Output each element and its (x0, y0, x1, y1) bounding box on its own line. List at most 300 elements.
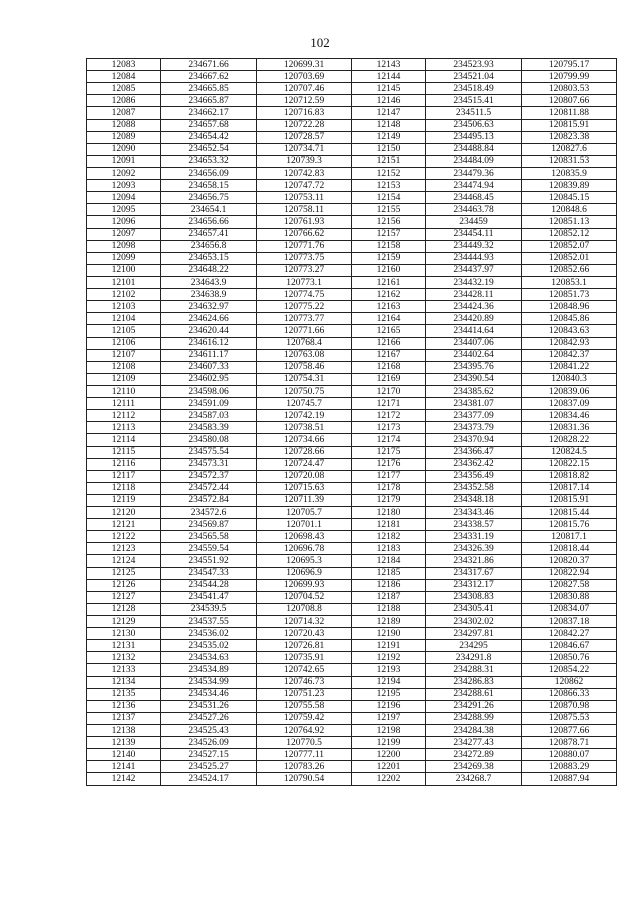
y-coordinate-left-cell: 120742.83 (257, 167, 352, 179)
point-number-left-cell: 12102 (87, 289, 161, 301)
x-coordinate-left-cell: 234662.17 (161, 107, 257, 119)
y-coordinate-right-cell: 120852.01 (522, 252, 617, 264)
point-number-right-cell: 12167 (352, 349, 426, 361)
point-number-right-cell: 12199 (352, 737, 426, 749)
point-number-right-cell: 12163 (352, 301, 426, 313)
x-coordinate-left-cell: 234656.09 (161, 167, 257, 179)
point-number-right-cell: 12192 (352, 652, 426, 664)
point-number-left-cell: 12088 (87, 119, 161, 131)
point-number-left-cell: 12090 (87, 143, 161, 155)
x-coordinate-right-cell: 234518.49 (426, 83, 522, 95)
table-row (87, 337, 617, 349)
point-number-left-cell: 12119 (87, 494, 161, 506)
y-coordinate-left-cell: 120775.22 (257, 301, 352, 313)
y-coordinate-left-cell: 120770.5 (257, 737, 352, 749)
x-coordinate-left-cell: 234671.66 (161, 59, 257, 71)
y-coordinate-left-cell: 120701.1 (257, 519, 352, 531)
y-coordinate-left-cell: 120708.8 (257, 603, 352, 615)
y-coordinate-right-cell: 120841.22 (522, 361, 617, 373)
table-row (87, 555, 617, 567)
x-coordinate-left-cell: 234667.62 (161, 71, 257, 83)
y-coordinate-left-cell: 120746.73 (257, 676, 352, 688)
y-coordinate-right-cell: 120846.67 (522, 640, 617, 652)
x-coordinate-right-cell: 234506.63 (426, 119, 522, 131)
y-coordinate-left-cell: 120759.42 (257, 712, 352, 724)
point-number-left-cell: 12134 (87, 676, 161, 688)
table-row (87, 737, 617, 749)
x-coordinate-right-cell: 234454.11 (426, 228, 522, 240)
point-number-left-cell: 12092 (87, 167, 161, 179)
x-coordinate-left-cell: 234534.46 (161, 688, 257, 700)
table-row (87, 531, 617, 543)
y-coordinate-left-cell: 120758.46 (257, 361, 352, 373)
x-coordinate-left-cell: 234524.17 (161, 773, 257, 785)
point-number-right-cell: 12183 (352, 543, 426, 555)
point-number-right-cell: 12153 (352, 180, 426, 192)
y-coordinate-left-cell: 120734.66 (257, 434, 352, 446)
table-row (87, 579, 617, 591)
x-coordinate-right-cell: 234444.93 (426, 252, 522, 264)
y-coordinate-left-cell: 120766.62 (257, 228, 352, 240)
x-coordinate-left-cell: 234607.33 (161, 361, 257, 373)
y-coordinate-right-cell: 120811.88 (522, 107, 617, 119)
x-coordinate-left-cell: 234541.47 (161, 591, 257, 603)
x-coordinate-left-cell: 234526.09 (161, 737, 257, 749)
x-coordinate-right-cell: 234317.67 (426, 567, 522, 579)
table-row (87, 398, 617, 410)
x-coordinate-right-cell: 234284.38 (426, 725, 522, 737)
point-number-left-cell: 12117 (87, 470, 161, 482)
y-coordinate-left-cell: 120705.7 (257, 507, 352, 519)
x-coordinate-left-cell: 234527.15 (161, 749, 257, 761)
y-coordinate-right-cell: 120795.17 (522, 59, 617, 71)
y-coordinate-left-cell: 120753.11 (257, 192, 352, 204)
x-coordinate-left-cell: 234654.42 (161, 131, 257, 143)
x-coordinate-left-cell: 234534.99 (161, 676, 257, 688)
y-coordinate-left-cell: 120774.75 (257, 289, 352, 301)
y-coordinate-left-cell: 120739.3 (257, 155, 352, 167)
point-number-left-cell: 12103 (87, 301, 161, 313)
point-number-left-cell: 12101 (87, 276, 161, 288)
y-coordinate-left-cell: 120764.92 (257, 725, 352, 737)
x-coordinate-left-cell: 234534.63 (161, 652, 257, 664)
table-row (87, 59, 617, 71)
x-coordinate-right-cell: 234302.02 (426, 616, 522, 628)
point-number-right-cell: 12187 (352, 591, 426, 603)
x-coordinate-right-cell: 234277.43 (426, 737, 522, 749)
y-coordinate-right-cell: 120851.13 (522, 216, 617, 228)
x-coordinate-left-cell: 234602.95 (161, 373, 257, 385)
y-coordinate-right-cell: 120834.07 (522, 603, 617, 615)
point-number-left-cell: 12083 (87, 59, 161, 71)
y-coordinate-left-cell: 120735.91 (257, 652, 352, 664)
y-coordinate-right-cell: 120845.86 (522, 313, 617, 325)
point-number-left-cell: 12104 (87, 313, 161, 325)
y-coordinate-left-cell: 120696.78 (257, 543, 352, 555)
x-coordinate-left-cell: 234653.32 (161, 155, 257, 167)
x-coordinate-right-cell: 234420.89 (426, 313, 522, 325)
y-coordinate-left-cell: 120734.71 (257, 143, 352, 155)
point-number-left-cell: 12136 (87, 700, 161, 712)
y-coordinate-left-cell: 120695.3 (257, 555, 352, 567)
x-coordinate-left-cell: 234648.22 (161, 264, 257, 276)
y-coordinate-right-cell: 120877.66 (522, 725, 617, 737)
table-row (87, 349, 617, 361)
point-number-left-cell: 12111 (87, 398, 161, 410)
y-coordinate-left-cell: 120724.47 (257, 458, 352, 470)
x-coordinate-right-cell: 234269.38 (426, 761, 522, 773)
point-number-right-cell: 12166 (352, 337, 426, 349)
y-coordinate-left-cell: 120698.43 (257, 531, 352, 543)
y-coordinate-right-cell: 120878.71 (522, 737, 617, 749)
table-row (87, 700, 617, 712)
x-coordinate-right-cell: 234381.07 (426, 398, 522, 410)
x-coordinate-right-cell: 234479.36 (426, 167, 522, 179)
point-number-left-cell: 12141 (87, 761, 161, 773)
point-number-left-cell: 12124 (87, 555, 161, 567)
y-coordinate-right-cell: 120848.96 (522, 301, 617, 313)
x-coordinate-left-cell: 234572.6 (161, 507, 257, 519)
point-number-right-cell: 12193 (352, 664, 426, 676)
point-number-right-cell: 12174 (352, 434, 426, 446)
x-coordinate-right-cell: 234402.64 (426, 349, 522, 361)
y-coordinate-right-cell: 120815.76 (522, 519, 617, 531)
point-number-left-cell: 12130 (87, 628, 161, 640)
point-number-left-cell: 12138 (87, 725, 161, 737)
point-number-left-cell: 12086 (87, 95, 161, 107)
x-coordinate-left-cell: 234652.54 (161, 143, 257, 155)
x-coordinate-right-cell: 234338.57 (426, 519, 522, 531)
x-coordinate-left-cell: 234572.84 (161, 494, 257, 506)
x-coordinate-right-cell: 234352.58 (426, 482, 522, 494)
y-coordinate-left-cell: 120745.7 (257, 398, 352, 410)
y-coordinate-left-cell: 120696.9 (257, 567, 352, 579)
point-number-right-cell: 12177 (352, 470, 426, 482)
point-number-left-cell: 12095 (87, 204, 161, 216)
table-row (87, 422, 617, 434)
x-coordinate-right-cell: 234343.46 (426, 507, 522, 519)
x-coordinate-right-cell: 234523.93 (426, 59, 522, 71)
x-coordinate-left-cell: 234565.58 (161, 531, 257, 543)
x-coordinate-right-cell: 234326.39 (426, 543, 522, 555)
table-row (87, 228, 617, 240)
y-coordinate-left-cell: 120773.27 (257, 264, 352, 276)
point-number-right-cell: 12201 (352, 761, 426, 773)
x-coordinate-right-cell: 234331.19 (426, 531, 522, 543)
y-coordinate-left-cell: 120777.11 (257, 749, 352, 761)
y-coordinate-left-cell: 120754.31 (257, 373, 352, 385)
y-coordinate-right-cell: 120883.29 (522, 761, 617, 773)
table-row (87, 71, 617, 83)
coordinates-table (86, 58, 617, 786)
y-coordinate-left-cell: 120726.81 (257, 640, 352, 652)
table-row (87, 664, 617, 676)
point-number-left-cell: 12142 (87, 773, 161, 785)
point-number-right-cell: 12194 (352, 676, 426, 688)
page-number: 102 (310, 35, 330, 50)
x-coordinate-left-cell: 234551.92 (161, 555, 257, 567)
point-number-left-cell: 12110 (87, 385, 161, 397)
x-coordinate-left-cell: 234643.9 (161, 276, 257, 288)
y-coordinate-right-cell: 120820.37 (522, 555, 617, 567)
x-coordinate-left-cell: 234654.1 (161, 204, 257, 216)
x-coordinate-left-cell: 234580.08 (161, 434, 257, 446)
x-coordinate-right-cell: 234286.83 (426, 676, 522, 688)
point-number-left-cell: 12125 (87, 567, 161, 579)
point-number-left-cell: 12106 (87, 337, 161, 349)
point-number-left-cell: 12120 (87, 507, 161, 519)
table-row (87, 458, 617, 470)
table-row (87, 712, 617, 724)
point-number-right-cell: 12170 (352, 385, 426, 397)
x-coordinate-left-cell: 234657.68 (161, 119, 257, 131)
x-coordinate-right-cell: 234521.04 (426, 71, 522, 83)
table-row (87, 603, 617, 615)
table-row (87, 289, 617, 301)
point-number-right-cell: 12162 (352, 289, 426, 301)
x-coordinate-left-cell: 234575.54 (161, 446, 257, 458)
x-coordinate-left-cell: 234537.55 (161, 616, 257, 628)
table-row (87, 252, 617, 264)
point-number-left-cell: 12085 (87, 83, 161, 95)
y-coordinate-right-cell: 120839.89 (522, 180, 617, 192)
point-number-left-cell: 12135 (87, 688, 161, 700)
point-number-right-cell: 12195 (352, 688, 426, 700)
point-number-right-cell: 12196 (352, 700, 426, 712)
table-row (87, 494, 617, 506)
x-coordinate-left-cell: 234658.15 (161, 180, 257, 192)
y-coordinate-left-cell: 120761.93 (257, 216, 352, 228)
y-coordinate-right-cell: 120835.9 (522, 167, 617, 179)
x-coordinate-left-cell: 234572.44 (161, 482, 257, 494)
x-coordinate-left-cell: 234665.87 (161, 95, 257, 107)
x-coordinate-left-cell: 234620.44 (161, 325, 257, 337)
y-coordinate-left-cell: 120714.32 (257, 616, 352, 628)
y-coordinate-right-cell: 120845.15 (522, 192, 617, 204)
point-number-left-cell: 12121 (87, 519, 161, 531)
point-number-right-cell: 12158 (352, 240, 426, 252)
table-row (87, 482, 617, 494)
point-number-right-cell: 12189 (352, 616, 426, 628)
x-coordinate-right-cell: 234308.83 (426, 591, 522, 603)
point-number-right-cell: 12190 (352, 628, 426, 640)
y-coordinate-right-cell: 120852.07 (522, 240, 617, 252)
table-row (87, 155, 617, 167)
y-coordinate-left-cell: 120763.08 (257, 349, 352, 361)
y-coordinate-right-cell: 120830.88 (522, 591, 617, 603)
y-coordinate-left-cell: 120771.66 (257, 325, 352, 337)
table-row (87, 240, 617, 252)
x-coordinate-left-cell: 234598.06 (161, 385, 257, 397)
point-number-right-cell: 12172 (352, 410, 426, 422)
x-coordinate-right-cell: 234495.13 (426, 131, 522, 143)
y-coordinate-left-cell: 120704.52 (257, 591, 352, 603)
y-coordinate-right-cell: 120831.36 (522, 422, 617, 434)
y-coordinate-right-cell: 120824.5 (522, 446, 617, 458)
point-number-right-cell: 12188 (352, 603, 426, 615)
y-coordinate-left-cell: 120773.75 (257, 252, 352, 264)
x-coordinate-right-cell: 234424.36 (426, 301, 522, 313)
point-number-right-cell: 12179 (352, 494, 426, 506)
point-number-right-cell: 12197 (352, 712, 426, 724)
x-coordinate-right-cell: 234321.86 (426, 555, 522, 567)
point-number-left-cell: 12098 (87, 240, 161, 252)
point-number-right-cell: 12144 (352, 71, 426, 83)
point-number-left-cell: 12127 (87, 591, 161, 603)
table-row (87, 676, 617, 688)
point-number-left-cell: 12118 (87, 482, 161, 494)
y-coordinate-left-cell: 120750.75 (257, 385, 352, 397)
table-row (87, 470, 617, 482)
x-coordinate-left-cell: 234591.09 (161, 398, 257, 410)
point-number-right-cell: 12165 (352, 325, 426, 337)
y-coordinate-left-cell: 120728.57 (257, 131, 352, 143)
x-coordinate-left-cell: 234583.39 (161, 422, 257, 434)
y-coordinate-right-cell: 120848.6 (522, 204, 617, 216)
table-row (87, 725, 617, 737)
y-coordinate-right-cell: 120827.6 (522, 143, 617, 155)
point-number-left-cell: 12131 (87, 640, 161, 652)
point-number-left-cell: 12107 (87, 349, 161, 361)
x-coordinate-right-cell: 234297.81 (426, 628, 522, 640)
point-number-right-cell: 12181 (352, 519, 426, 531)
point-number-left-cell: 12129 (87, 616, 161, 628)
x-coordinate-right-cell: 234414.64 (426, 325, 522, 337)
y-coordinate-right-cell: 120822.94 (522, 567, 617, 579)
point-number-right-cell: 12169 (352, 373, 426, 385)
y-coordinate-left-cell: 120783.26 (257, 761, 352, 773)
y-coordinate-right-cell: 120799.99 (522, 71, 617, 83)
x-coordinate-left-cell: 234611.17 (161, 349, 257, 361)
y-coordinate-right-cell: 120828.22 (522, 434, 617, 446)
x-coordinate-right-cell: 234432.19 (426, 276, 522, 288)
x-coordinate-right-cell: 234295 (426, 640, 522, 652)
table-row (87, 95, 617, 107)
x-coordinate-left-cell: 234616.12 (161, 337, 257, 349)
table-row (87, 628, 617, 640)
y-coordinate-left-cell: 120747.72 (257, 180, 352, 192)
x-coordinate-right-cell: 234356.49 (426, 470, 522, 482)
point-number-right-cell: 12202 (352, 773, 426, 785)
point-number-left-cell: 12139 (87, 737, 161, 749)
y-coordinate-right-cell: 120851.73 (522, 289, 617, 301)
x-coordinate-right-cell: 234515.41 (426, 95, 522, 107)
x-coordinate-left-cell: 234587.03 (161, 410, 257, 422)
point-number-left-cell: 12096 (87, 216, 161, 228)
point-number-right-cell: 12200 (352, 749, 426, 761)
point-number-left-cell: 12137 (87, 712, 161, 724)
point-number-right-cell: 12145 (352, 83, 426, 95)
point-number-right-cell: 12157 (352, 228, 426, 240)
table-row (87, 167, 617, 179)
y-coordinate-right-cell: 120818.82 (522, 470, 617, 482)
x-coordinate-right-cell: 234305.41 (426, 603, 522, 615)
x-coordinate-right-cell: 234484.09 (426, 155, 522, 167)
table-row (87, 264, 617, 276)
y-coordinate-right-cell: 120817.1 (522, 531, 617, 543)
coordinates-table-body (87, 59, 617, 786)
x-coordinate-left-cell: 234547.33 (161, 567, 257, 579)
y-coordinate-right-cell: 120866.33 (522, 688, 617, 700)
point-number-right-cell: 12186 (352, 579, 426, 591)
y-coordinate-left-cell: 120711.39 (257, 494, 352, 506)
y-coordinate-right-cell: 120827.58 (522, 579, 617, 591)
y-coordinate-left-cell: 120771.76 (257, 240, 352, 252)
y-coordinate-right-cell: 120823.38 (522, 131, 617, 143)
y-coordinate-right-cell: 120843.63 (522, 325, 617, 337)
point-number-right-cell: 12164 (352, 313, 426, 325)
point-number-right-cell: 12151 (352, 155, 426, 167)
y-coordinate-right-cell: 120837.18 (522, 616, 617, 628)
table-row (87, 119, 617, 131)
table-row (87, 107, 617, 119)
y-coordinate-left-cell: 120703.69 (257, 71, 352, 83)
table-row (87, 519, 617, 531)
y-coordinate-left-cell: 120699.31 (257, 59, 352, 71)
x-coordinate-left-cell: 234665.85 (161, 83, 257, 95)
table-row (87, 325, 617, 337)
x-coordinate-right-cell: 234449.32 (426, 240, 522, 252)
x-coordinate-right-cell: 234272.89 (426, 749, 522, 761)
point-number-right-cell: 12159 (352, 252, 426, 264)
x-coordinate-right-cell: 234474.94 (426, 180, 522, 192)
x-coordinate-left-cell: 234559.54 (161, 543, 257, 555)
y-coordinate-left-cell: 120758.11 (257, 204, 352, 216)
point-number-right-cell: 12156 (352, 216, 426, 228)
point-number-right-cell: 12184 (352, 555, 426, 567)
x-coordinate-left-cell: 234657.41 (161, 228, 257, 240)
point-number-left-cell: 12113 (87, 422, 161, 434)
y-coordinate-left-cell: 120755.58 (257, 700, 352, 712)
table-row (87, 180, 617, 192)
point-number-left-cell: 12122 (87, 531, 161, 543)
y-coordinate-left-cell: 120738.51 (257, 422, 352, 434)
table-row (87, 385, 617, 397)
y-coordinate-left-cell: 120707.46 (257, 83, 352, 95)
y-coordinate-right-cell: 120815.91 (522, 494, 617, 506)
y-coordinate-right-cell: 120834.46 (522, 410, 617, 422)
x-coordinate-right-cell: 234288.31 (426, 664, 522, 676)
y-coordinate-left-cell: 120715.63 (257, 482, 352, 494)
table-row (87, 761, 617, 773)
point-number-right-cell: 12185 (352, 567, 426, 579)
y-coordinate-right-cell: 120852.66 (522, 264, 617, 276)
table-row (87, 543, 617, 555)
point-number-right-cell: 12150 (352, 143, 426, 155)
point-number-left-cell: 12114 (87, 434, 161, 446)
x-coordinate-right-cell: 234288.61 (426, 688, 522, 700)
table-row (87, 616, 617, 628)
point-number-right-cell: 12180 (352, 507, 426, 519)
point-number-left-cell: 12140 (87, 749, 161, 761)
table-row (87, 361, 617, 373)
x-coordinate-left-cell: 234535.02 (161, 640, 257, 652)
y-coordinate-left-cell: 120720.08 (257, 470, 352, 482)
y-coordinate-left-cell: 120751.23 (257, 688, 352, 700)
table-row (87, 131, 617, 143)
y-coordinate-left-cell: 120712.59 (257, 95, 352, 107)
point-number-left-cell: 12112 (87, 410, 161, 422)
x-coordinate-left-cell: 234569.87 (161, 519, 257, 531)
point-number-right-cell: 12182 (352, 531, 426, 543)
point-number-left-cell: 12133 (87, 664, 161, 676)
point-number-right-cell: 12147 (352, 107, 426, 119)
table-row (87, 749, 617, 761)
x-coordinate-left-cell: 234525.43 (161, 725, 257, 737)
x-coordinate-right-cell: 234370.94 (426, 434, 522, 446)
point-number-right-cell: 12178 (352, 482, 426, 494)
table-row (87, 640, 617, 652)
